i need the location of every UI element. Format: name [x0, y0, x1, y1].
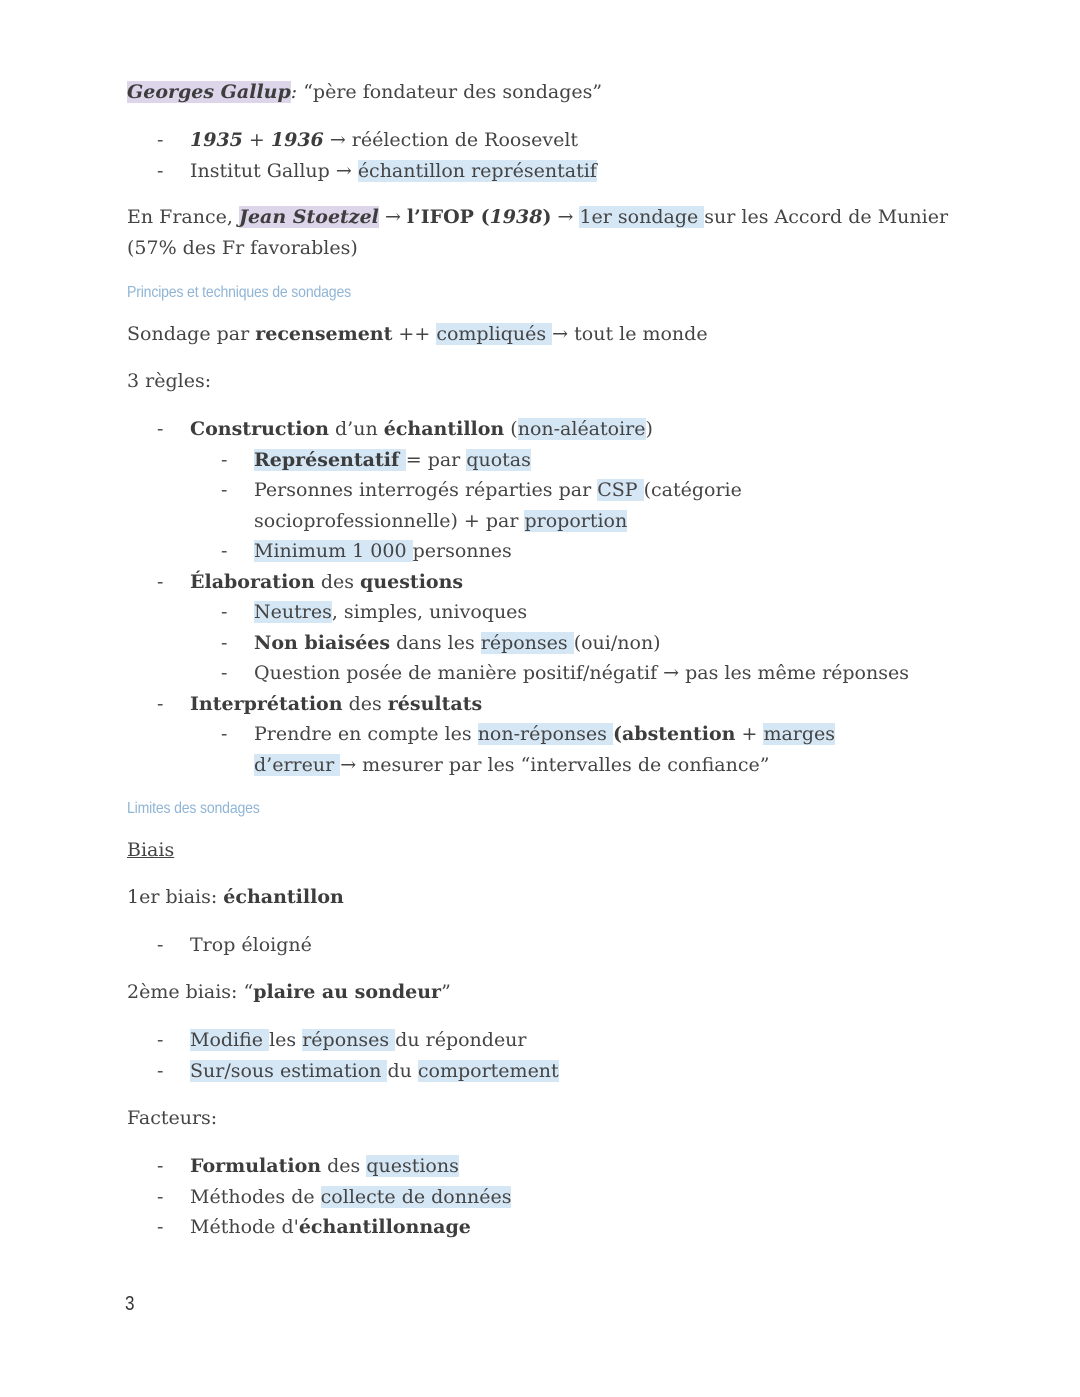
- recensement-line: Sondage par recensement ++ compliqués → tout le monde: [127, 323, 708, 345]
- list-item: - Interprétation des résultats: [127, 689, 947, 720]
- biais-title: Biais: [127, 839, 175, 861]
- rules-list: [127, 414, 947, 780]
- sublist-wrapper: [127, 597, 947, 689]
- list-item: - Minimum 1 000 personnes: [127, 536, 947, 567]
- list-item: - Formulation des questions: [127, 1151, 947, 1182]
- facteurs-list: [127, 1151, 947, 1243]
- list-item: - 1935 + 1936 → réélection de Roosevelt: [127, 125, 947, 156]
- facteurs-label: Facteurs:: [127, 1107, 218, 1129]
- sublist-wrapper: [127, 719, 947, 780]
- sublist-wrapper: [127, 445, 947, 567]
- list-item: - Représentatif = par quotas: [127, 445, 947, 476]
- list-item: - Trop éloigné: [127, 930, 947, 961]
- biais-1-list: [127, 930, 947, 961]
- list-item: - Méthodes de collecte de données: [127, 1182, 947, 1213]
- gallup-name: Georges Gallup: [127, 81, 291, 103]
- biais-1: 1er biais: échantillon: [127, 886, 344, 908]
- list-item: - Élaboration des questions: [127, 567, 947, 598]
- stoetzel-name: Jean Stoetzel: [238, 206, 379, 228]
- list-item: - Prendre en compte les non-réponses (abstention + marges d’erreur → mesurer par les “intervalles de confiance”: [127, 719, 947, 780]
- list-item: - Modifie les réponses du répondeur: [127, 1025, 947, 1056]
- section-heading: Limites des sondages: [127, 800, 260, 817]
- list-item: - Institut Gallup → échantillon représentatif: [127, 156, 947, 187]
- france-paragraph: En France, Jean Stoetzel → l’IFOP (1938) → 1er sondage sur les Accord de Munier (57% des Fr favorables): [127, 206, 949, 259]
- list-item: - Construction d’un échantillon (non-aléatoire): [127, 414, 947, 445]
- list-item: - Sur/sous estimation du comportement: [127, 1056, 947, 1087]
- page-number: 3: [125, 1293, 135, 1315]
- list-item: - Non biaisées dans les réponses (oui/non): [127, 628, 947, 659]
- list-item: - Méthode d'échantillonnage: [127, 1212, 947, 1243]
- biais-2-list: [127, 1025, 947, 1086]
- list-item: - Question posée de manière positif/négatif → pas les même réponses: [127, 658, 947, 689]
- list-item: - Neutres, simples, univoques: [127, 597, 947, 628]
- regles-label: 3 règles:: [127, 370, 212, 392]
- gallup-line: Georges Gallup: “père fondateur des sondages”: [127, 81, 603, 103]
- section-heading: Principes et techniques de sondages: [127, 284, 351, 301]
- gallup-list: [127, 125, 947, 186]
- list-item: - Personnes interrogés réparties par CSP (catégorie socioprofessionnelle) + par proportion: [127, 475, 947, 536]
- biais-2: 2ème biais: “plaire au sondeur”: [127, 981, 451, 1003]
